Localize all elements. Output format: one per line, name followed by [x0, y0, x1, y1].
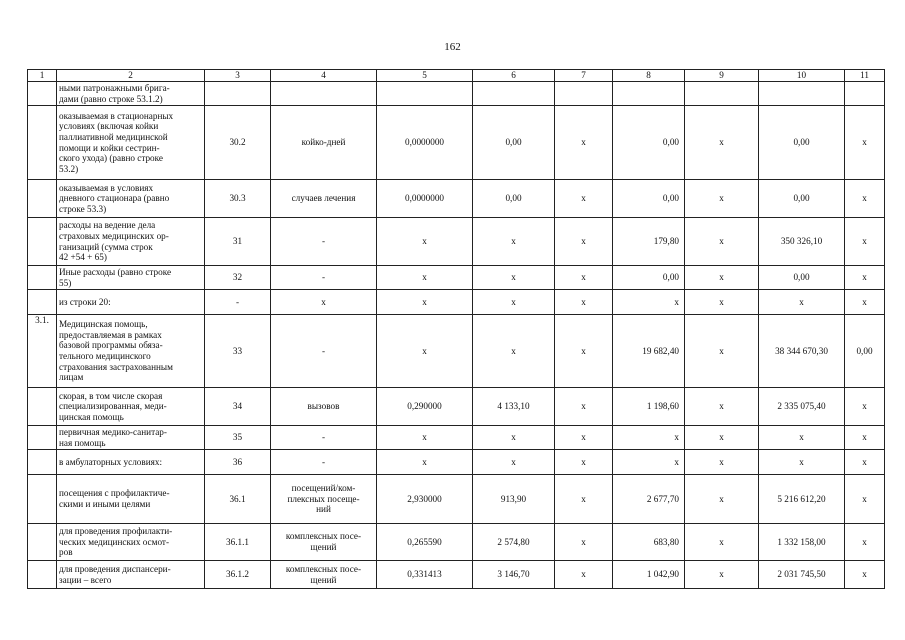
financial-table	[27, 69, 885, 589]
table-cell	[28, 475, 57, 524]
column-number: 9	[685, 70, 759, 82]
column-number: 11	[845, 70, 885, 82]
table-cell: 0,00	[759, 266, 845, 290]
column-number: 6	[473, 70, 555, 82]
table-cell: 34	[205, 388, 271, 426]
table-row	[28, 475, 885, 524]
table-cell: x	[473, 266, 555, 290]
table-cell: x	[271, 290, 377, 315]
table-cell: x	[377, 266, 473, 290]
row-label-cell: Медицинская помощь, предоставляемая в рамках базовой программы обяза- тельного медицинского страхования застрахованным лицам	[57, 315, 205, 388]
table-cell: случаев лечения	[271, 180, 377, 218]
row-label-cell: оказываемая в стационарных условиях (включая койки паллиативной медицинской помощи и койки сестрин- ского ухода) (равно строке 53.2)	[57, 106, 205, 180]
table-cell: x	[613, 450, 685, 475]
table-row	[28, 524, 885, 561]
table-row	[28, 290, 885, 315]
table-cell: комплексных посе- щений	[271, 561, 377, 589]
row-label-cell: ными патронажными брига- дами (равно строке 53.1.2)	[57, 82, 205, 106]
table-cell: x	[845, 290, 885, 315]
table-cell: койко-дней	[271, 106, 377, 180]
table-cell: вызовов	[271, 388, 377, 426]
table-cell: x	[613, 290, 685, 315]
table-cell	[205, 82, 271, 106]
table-cell	[685, 82, 759, 106]
table-cell	[845, 82, 885, 106]
table-cell: x	[555, 450, 613, 475]
table-cell: 36.1.2	[205, 561, 271, 589]
table-cell: x	[845, 561, 885, 589]
table-cell: x	[685, 450, 759, 475]
table-cell: 0,00	[759, 106, 845, 180]
table-cell: x	[685, 290, 759, 315]
table-cell: x	[759, 426, 845, 450]
table-cell: x	[845, 180, 885, 218]
table-cell	[473, 82, 555, 106]
table-cell: 3 146,70	[473, 561, 555, 589]
table-cell	[28, 82, 57, 106]
table-cell: x	[685, 388, 759, 426]
table-cell: x	[555, 561, 613, 589]
table-row	[28, 82, 885, 106]
table-cell: x	[377, 450, 473, 475]
table-cell: x	[845, 426, 885, 450]
table-cell: 350 326,10	[759, 218, 845, 266]
table-cell: 2 031 745,50	[759, 561, 845, 589]
table-cell: 179,80	[613, 218, 685, 266]
table-cell: x	[685, 315, 759, 388]
table-cell: 2 677,70	[613, 475, 685, 524]
row-label-cell: Иные расходы (равно строке 55)	[57, 266, 205, 290]
table-cell: -	[271, 218, 377, 266]
table-cell: x	[613, 426, 685, 450]
table-row	[28, 426, 885, 450]
table-row	[28, 450, 885, 475]
column-number: 5	[377, 70, 473, 82]
table-cell: 0,290000	[377, 388, 473, 426]
table-row	[28, 218, 885, 266]
table-cell: x	[685, 475, 759, 524]
table-cell: посещений/ком- плексных посеще- ний	[271, 475, 377, 524]
table-cell: x	[555, 106, 613, 180]
table-cell: 33	[205, 315, 271, 388]
table-cell	[28, 106, 57, 180]
column-number: 4	[271, 70, 377, 82]
table-cell: x	[685, 180, 759, 218]
table-cell: 35	[205, 426, 271, 450]
table-cell: x	[555, 388, 613, 426]
table-cell: x	[555, 524, 613, 561]
table-body	[28, 70, 885, 589]
table-cell: 0,0000000	[377, 106, 473, 180]
table-cell: x	[473, 426, 555, 450]
table-cell	[271, 82, 377, 106]
column-number: 7	[555, 70, 613, 82]
table-cell	[28, 450, 57, 475]
row-label-cell: из строки 20:	[57, 290, 205, 315]
table-cell: x	[845, 106, 885, 180]
table-cell	[28, 561, 57, 589]
table-cell	[555, 82, 613, 106]
table-cell: -	[205, 290, 271, 315]
table-cell: 36.1	[205, 475, 271, 524]
column-number: 8	[613, 70, 685, 82]
table-cell: x	[555, 180, 613, 218]
table-cell: x	[685, 266, 759, 290]
table-cell: 3.1.	[28, 315, 57, 388]
table-cell: 0,00	[613, 106, 685, 180]
table-cell: 1 332 158,00	[759, 524, 845, 561]
table-cell: x	[759, 450, 845, 475]
table-cell: x	[377, 290, 473, 315]
table-cell: x	[845, 218, 885, 266]
table-cell: 38 344 670,30	[759, 315, 845, 388]
table-cell: x	[685, 524, 759, 561]
table-cell: 0,0000000	[377, 180, 473, 218]
row-label-cell: оказываемая в условиях дневного стационара (равно строке 53.3)	[57, 180, 205, 218]
table-cell: 2 574,80	[473, 524, 555, 561]
table-cell	[28, 180, 57, 218]
table-cell: 683,80	[613, 524, 685, 561]
table-cell: x	[473, 315, 555, 388]
row-label-cell: посещения с профилактиче- скими и иными целями	[57, 475, 205, 524]
table-cell: 0,00	[473, 106, 555, 180]
table-cell: x	[685, 561, 759, 589]
table-cell	[759, 82, 845, 106]
table-row	[28, 561, 885, 589]
row-label-cell: в амбулаторных условиях:	[57, 450, 205, 475]
table-cell: 0,331413	[377, 561, 473, 589]
table-cell	[28, 524, 57, 561]
row-label-cell: для проведения диспансери- зации – всего	[57, 561, 205, 589]
table-cell: 0,00	[473, 180, 555, 218]
table-cell: 31	[205, 218, 271, 266]
table-cell: -	[271, 266, 377, 290]
table-cell: 19 682,40	[613, 315, 685, 388]
table-cell: -	[271, 450, 377, 475]
table-cell	[377, 82, 473, 106]
table-cell: x	[377, 218, 473, 266]
table-cell: комплексных посе- щений	[271, 524, 377, 561]
table-cell	[28, 218, 57, 266]
table-cell: 36	[205, 450, 271, 475]
table-cell: 0,00	[613, 180, 685, 218]
table-row	[28, 388, 885, 426]
table-cell: x	[685, 218, 759, 266]
table-cell: x	[377, 315, 473, 388]
column-number-row	[28, 70, 885, 82]
column-number: 10	[759, 70, 845, 82]
table-cell: 0,265590	[377, 524, 473, 561]
table-cell: x	[845, 266, 885, 290]
table-cell: x	[685, 106, 759, 180]
table-cell: x	[555, 266, 613, 290]
table-cell: 36.1.1	[205, 524, 271, 561]
table-cell: 32	[205, 266, 271, 290]
table-cell: 913,90	[473, 475, 555, 524]
table-cell: x	[685, 426, 759, 450]
table-cell: x	[845, 388, 885, 426]
page-number: 162	[444, 41, 461, 53]
row-label-cell: для проведения профилакти- ческих медицинских осмот- ров	[57, 524, 205, 561]
table-row	[28, 266, 885, 290]
table-cell: 5 216 612,20	[759, 475, 845, 524]
table-cell: 0,00	[613, 266, 685, 290]
table-row	[28, 106, 885, 180]
table-cell: x	[555, 426, 613, 450]
table-cell: 1 042,90	[613, 561, 685, 589]
table-cell: x	[473, 290, 555, 315]
table-cell: 30.3	[205, 180, 271, 218]
table-cell: 0,00	[759, 180, 845, 218]
table-cell	[28, 388, 57, 426]
table-cell: x	[845, 450, 885, 475]
table-cell: x	[473, 450, 555, 475]
row-label-cell: первичная медико-санитар- ная помощь	[57, 426, 205, 450]
column-number: 1	[28, 70, 57, 82]
table-cell: x	[845, 524, 885, 561]
table-cell: -	[271, 426, 377, 450]
column-number: 3	[205, 70, 271, 82]
table-cell: x	[555, 475, 613, 524]
table-cell: 2 335 075,40	[759, 388, 845, 426]
table-cell: x	[473, 218, 555, 266]
column-number: 2	[57, 70, 205, 82]
table-row	[28, 180, 885, 218]
table-cell: 2,930000	[377, 475, 473, 524]
table-row	[28, 315, 885, 388]
table-cell: x	[555, 290, 613, 315]
table-cell: 30.2	[205, 106, 271, 180]
table-cell	[28, 426, 57, 450]
table-cell: x	[555, 315, 613, 388]
row-label-cell: расходы на ведение дела страховых медицинских ор- ганизаций (сумма строк 42 +54 + 65)	[57, 218, 205, 266]
table-cell: 1 198,60	[613, 388, 685, 426]
table-cell	[28, 290, 57, 315]
table-cell: -	[271, 315, 377, 388]
table-cell	[613, 82, 685, 106]
table-cell: x	[377, 426, 473, 450]
table-cell: 0,00	[845, 315, 885, 388]
table-cell: x	[759, 290, 845, 315]
table-cell	[28, 266, 57, 290]
row-label-cell: скорая, в том числе скорая специализированная, меди- цинская помощь	[57, 388, 205, 426]
table-cell: x	[555, 218, 613, 266]
table-cell: x	[845, 475, 885, 524]
table-cell: 4 133,10	[473, 388, 555, 426]
